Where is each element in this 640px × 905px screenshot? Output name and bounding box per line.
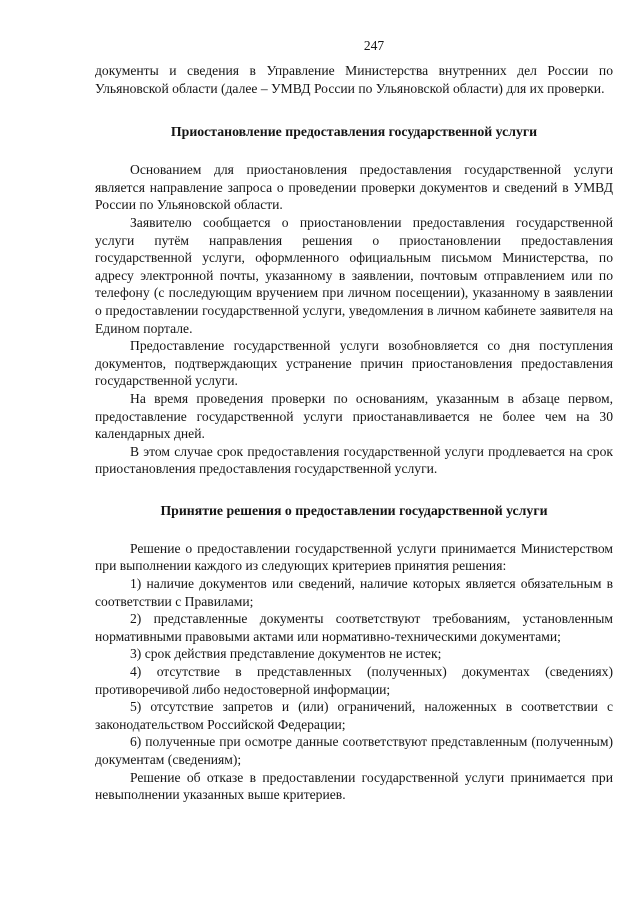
paragraph: Заявителю сообщается о приостановлении предоставления государственной услуги путём направления решения о приостановлении предоставления государственной услуги, оформленного официальным письмом Министерства, по адресу электронной почты, указанному в заявлении, почтовым отправлением или по телефону (с последующим вручением при личном посещении), указанному в заявлении о предоставлении государственной услуги, уведомления в личном кабинете заявителя на Едином портале. (95, 214, 613, 336)
paragraph: Предоставление государственной услуги возобновляется со дня поступления документов, подтверждающих устранение причин приостановления предоставления государственной услуги. (95, 338, 613, 389)
section-heading-suspension: Приостановление предоставления государственной услуги (170, 124, 538, 140)
criterion-item: 6) полученные при осмотре данные соответствуют представленным (полученным) документам (сведениям); (95, 734, 613, 767)
paragraph: В этом случае срок предоставления государственной услуги продлевается на срок приостановления предоставления государственной услуги. (95, 443, 613, 477)
paragraph: Решение о предоставлении государственной услуги принимается Министерством при выполнении каждого из следующих критериев принятия решения: (95, 540, 613, 574)
section-heading-decision: Принятие решения о предоставлении государственной услуги (160, 502, 548, 518)
criterion-item: 2) представленные документы соответствуют требованиям, установленным нормативными правовыми актами или нормативно-техническими документами; (95, 611, 613, 644)
page-number: 247 (363, 38, 385, 53)
criterion-item: 1) наличие документов или сведений, наличие которых является обязательным в соответствии с Правилами; (95, 576, 613, 609)
paragraph: Основанием для приостановления предоставления государственной услуги является направление запроса о проведении проверки документов и сведений в УМВД России по Ульяновской области. (95, 162, 613, 213)
intro-paragraph: документы и сведения в Управление Министерства внутренних дел России по Ульяновской области (далее – УМВД России по Ульяновской области) для их проверки. (95, 63, 613, 96)
paragraph: Решение об отказе в предоставлении государственной услуги принимается при невыполнении указанных выше критериев. (95, 769, 613, 803)
criterion-item: 5) отсутствие запретов и (или) ограничений, наложенных в соответствии с законодательством Российской Федерации; (95, 699, 613, 732)
paragraph: На время проведения проверки по основаниям, указанным в абзаце первом, предоставление государственной услуги приостанавливается не более чем на 30 календарных дней. (95, 390, 613, 442)
criterion-item: 3) срок действия представление документов не истек; (130, 646, 442, 662)
criterion-item: 4) отсутствие в представленных (полученных) документах (сведениях) противоречивой либо недостоверной информации; (95, 664, 613, 697)
